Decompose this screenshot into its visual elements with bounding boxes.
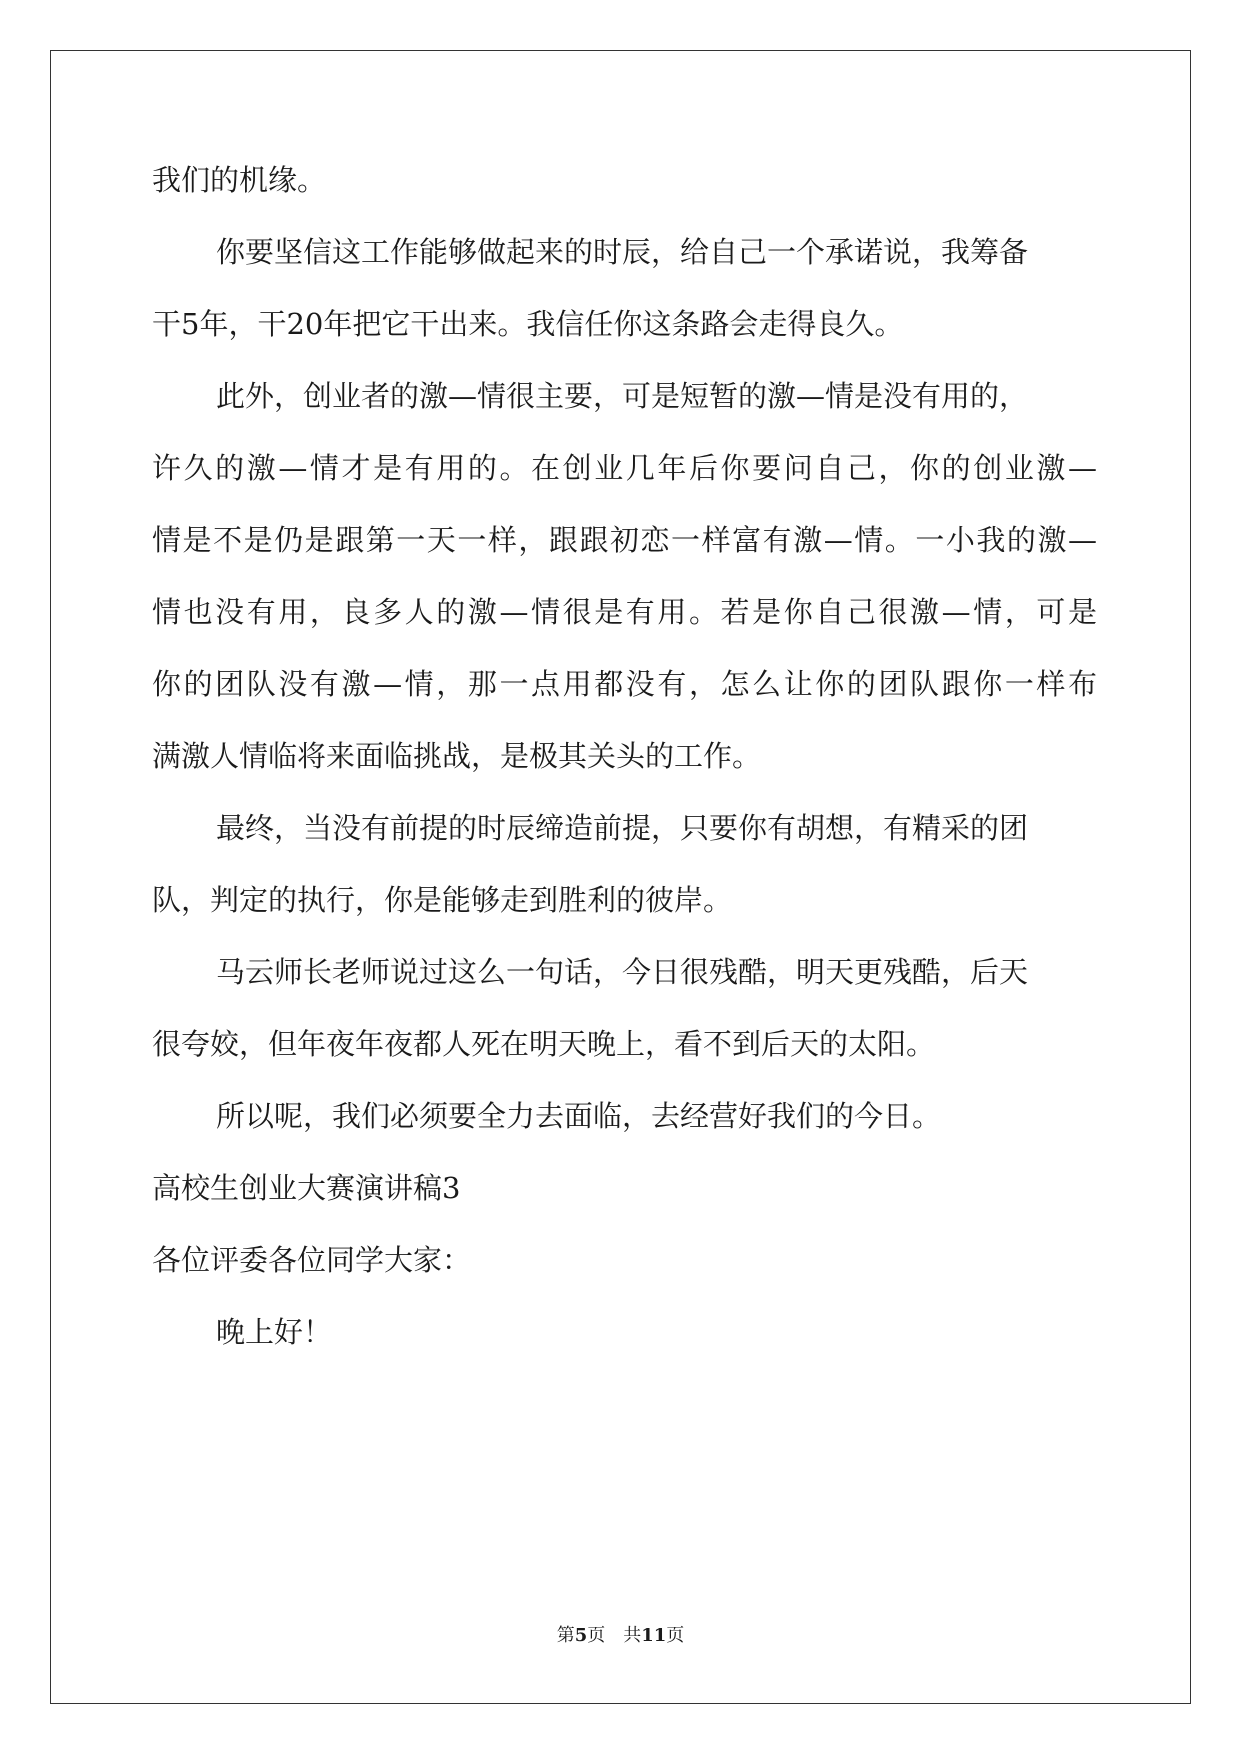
page-footer [0,1624,1241,1648]
text-line: 满激人情临将来面临挑战，是极其关头的工作。 [152,739,762,773]
footer-prefix: 第 [556,1625,575,1646]
text-line: 情是不是仍是跟第一天一样，跟跟初恋一样富有激—情。一小我的激— [152,523,1097,557]
paragraph-start-line: 最终，当没有前提的时辰缔造前提，只要你有胡想，有精采的团 [216,811,1029,845]
footer-suffix: 页 [666,1625,685,1646]
greeting: 晚上好！ [216,1315,333,1349]
text-line: 队，判定的执行，你是能够走到胜利的彼岸。 [152,883,733,917]
page-border [50,50,1191,1704]
footer-mid: 页 共 [587,1625,642,1646]
current-page-number: 5 [574,1625,588,1646]
paragraph-start-line: 马云师长老师说过这么一句话，今日很残酷，明天更残酷，后天 [216,955,1029,989]
text-line: 干5年，干20年把它干出来。我信任你这条路会走得良久。 [152,307,904,341]
text-line: 情也没有用，良多人的激—情很是有用。若是你自己很激—情，可是 [152,595,1097,629]
text-line: 很夸姣，但年夜年夜都人死在明天晚上，看不到后天的太阳。 [152,1027,936,1061]
salutation: 各位评委各位同学大家： [152,1243,472,1277]
text-line: 许久的激—情才是有用的。在创业几年后你要问自己，你的创业激— [152,451,1097,485]
text-line: 你的团队没有激—情，那一点用都没有，怎么让你的团队跟你一样布 [152,667,1097,701]
paragraph-start-line: 此外，创业者的激—情很主要，可是短暂的激—情是没有用的， [216,379,1029,413]
paragraph-start-line: 你要坚信这工作能够做起来的时辰，给自己一个承诺说，我筹备 [216,235,1029,269]
paragraph-start-line: 所以呢，我们必须要全力去面临，去经营好我们的今日。 [216,1099,942,1133]
total-page-number: 11 [641,1625,667,1646]
text-line: 我们的机缘。 [152,163,327,197]
section-title: 高校生创业大赛演讲稿3 [152,1171,461,1205]
